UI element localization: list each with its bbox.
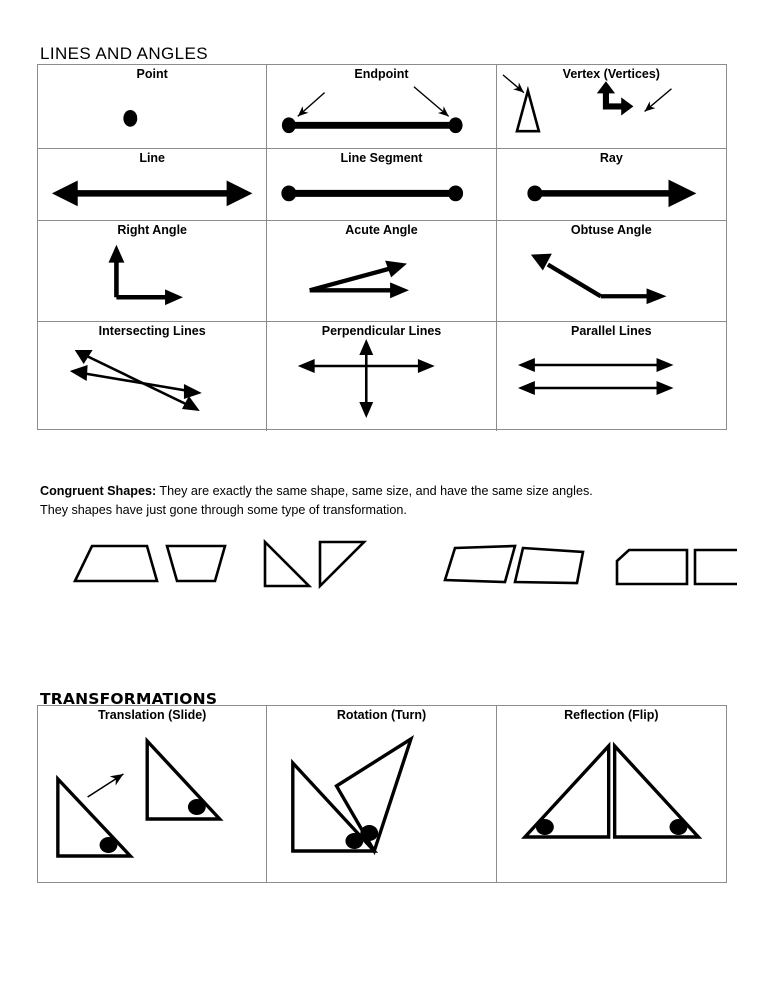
cell-endpoint xyxy=(267,65,496,148)
cell-reflection xyxy=(497,706,726,882)
cell-label: Intersecting Lines xyxy=(98,324,206,338)
cell-translation xyxy=(38,706,267,882)
rotation-triangles-figure xyxy=(267,706,495,882)
cell-rotation xyxy=(267,706,496,882)
parallelogram-pair xyxy=(445,546,583,583)
cell-label: Acute Angle xyxy=(345,223,418,237)
cell-vertex xyxy=(497,65,726,148)
point-dot-figure xyxy=(38,65,266,148)
congruent-shapes-term: Congruent Shapes: xyxy=(40,484,157,498)
table-row xyxy=(38,706,726,882)
cell-label: Right Angle xyxy=(117,223,187,237)
ray-dot-arrow-figure xyxy=(497,149,726,220)
cell-ray xyxy=(497,149,726,220)
double-headed-arrow-figure xyxy=(38,149,266,220)
trapezoid-pair xyxy=(75,546,225,581)
lines-and-angles-table xyxy=(37,64,727,430)
perpendicular-lines-figure xyxy=(267,322,495,431)
cell-label: Vertex (Vertices) xyxy=(562,67,660,81)
acute-angle-figure xyxy=(267,221,495,321)
cell-label: Translation (Slide) xyxy=(97,708,207,722)
congruent-shapes-paragraph xyxy=(40,482,740,520)
congruent-shapes-line1: They are exactly the same shape, same size, and have the same size angles. xyxy=(156,484,593,498)
cell-acute-angle xyxy=(267,221,496,321)
segment-two-dots-figure xyxy=(267,149,495,220)
cell-label: Obtuse Angle xyxy=(570,223,652,237)
cell-label: Point xyxy=(136,67,168,81)
cell-label: Line Segment xyxy=(340,151,423,165)
table-row xyxy=(38,149,726,221)
cell-perpendicular-lines xyxy=(267,322,496,431)
cell-right-angle xyxy=(38,221,267,321)
segment-with-endpoint-arrows-figure xyxy=(267,65,495,148)
cell-obtuse-angle xyxy=(497,221,726,321)
translation-triangles-figure xyxy=(38,706,266,882)
cell-label: Parallel Lines xyxy=(571,324,652,338)
transformations-table xyxy=(37,705,727,883)
parallel-lines-figure xyxy=(497,322,726,431)
congruent-shapes-line2: They shapes have just gone through some type of transformation. xyxy=(40,503,407,517)
intersecting-lines-figure xyxy=(38,322,266,431)
cell-label: Ray xyxy=(599,151,623,165)
page-title-transformations: TRANSFORMATIONS xyxy=(40,690,218,708)
page-title-lines-and-angles: LINES AND ANGLES xyxy=(40,44,208,63)
cell-line xyxy=(38,149,267,220)
right-angle-figure xyxy=(38,221,266,321)
vertex-triangle-and-bent-arrow-figure xyxy=(497,65,726,148)
cell-line-segment xyxy=(267,149,496,220)
cell-label: Rotation (Turn) xyxy=(336,708,427,722)
cell-label: Endpoint xyxy=(354,67,409,81)
cell-label: Reflection (Flip) xyxy=(564,708,659,722)
right-triangle-pair xyxy=(265,542,364,586)
obtuse-angle-figure xyxy=(497,221,726,321)
cell-intersecting-lines xyxy=(38,322,267,431)
cell-parallel-lines xyxy=(497,322,726,431)
cell-label: Perpendicular Lines xyxy=(321,324,442,338)
cell-label: Line xyxy=(139,151,166,165)
table-row xyxy=(38,221,726,322)
table-row xyxy=(38,65,726,149)
cell-point xyxy=(38,65,267,148)
clipped-corner-pentagon-pair xyxy=(617,550,737,584)
reflection-triangles-figure xyxy=(497,706,726,882)
table-row xyxy=(38,322,726,431)
congruent-shapes-figures xyxy=(37,528,737,608)
